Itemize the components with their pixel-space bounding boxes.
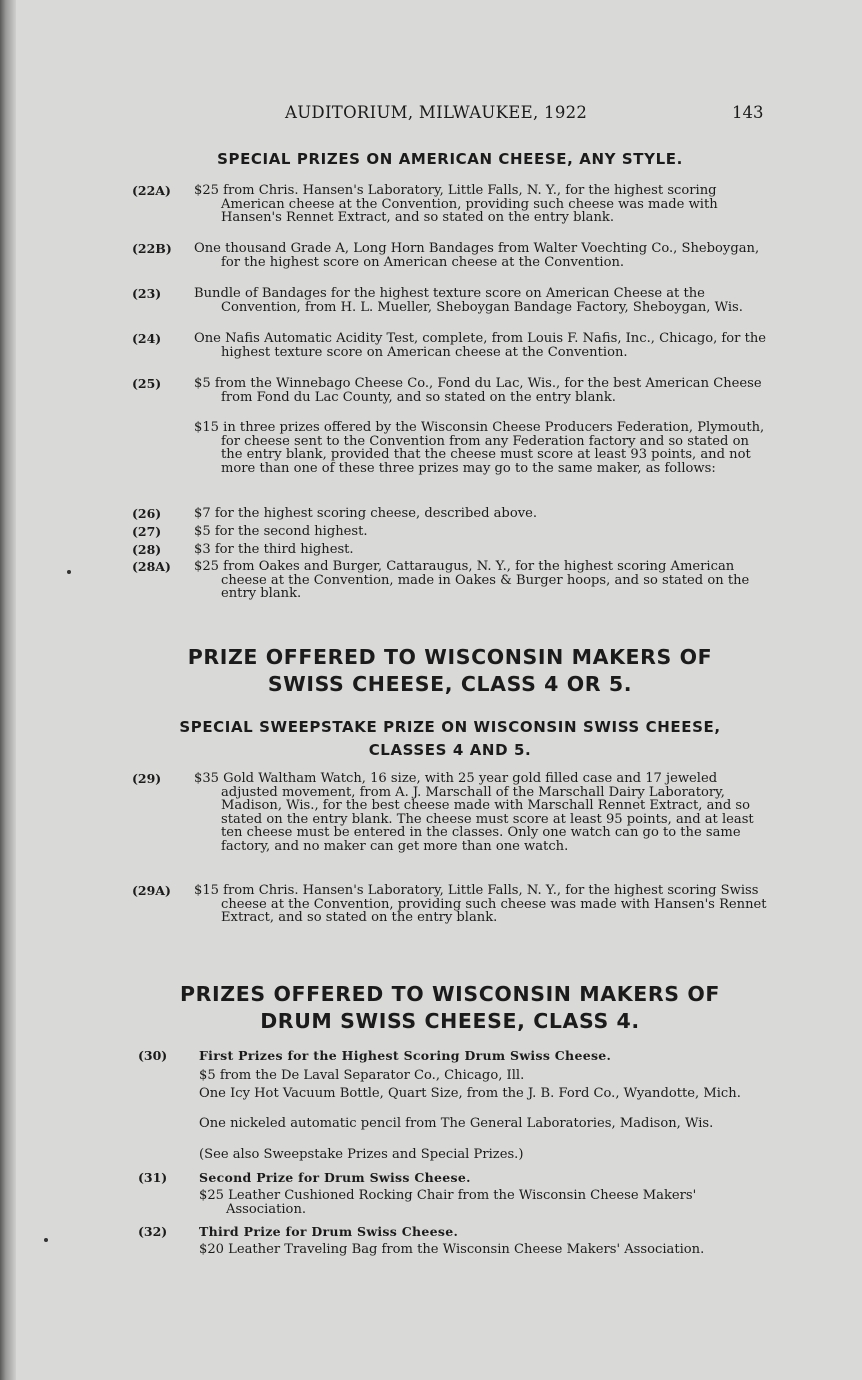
entry-lead: Third Prize for Drum Swiss Cheese. bbox=[199, 1224, 459, 1239]
heading-line: PRIZES OFFERED TO WISCONSIN MAKERS OF bbox=[180, 982, 720, 1006]
entry-text: One Icy Hot Vacuum Bottle, Quart Size, from the J. B. Ford Co., Wyandotte, Mich. bbox=[199, 1086, 741, 1101]
prize-item bbox=[132, 1243, 772, 1257]
entry-number: (22B) bbox=[132, 241, 172, 256]
subheading-sweepstake bbox=[130, 716, 770, 762]
prize-entry-federation bbox=[132, 421, 772, 475]
entry-text: $15 from Chris. Hansen's Laboratory, Little Falls, N. Y., for the highest scoring Swiss cheese at the Convention, providing such cheese was made with Hansen's Rennet Extract, and so stated on the entry blank. bbox=[194, 883, 767, 925]
entry-text: $25 from Oakes and Burger, Cattaraugus, N. Y., for the highest scoring American cheese at the Convention, made in Oakes & Burger hoops, and so stated on the entry blank. bbox=[194, 559, 750, 601]
heading-line: PRIZE OFFERED TO WISCONSIN MAKERS OF bbox=[187, 645, 713, 669]
prize-item bbox=[132, 1117, 772, 1131]
entry-text: $25 from Chris. Hansen's Laboratory, Little Falls, N. Y., for the highest scoring American cheese at the Convention, providing such cheese was made with Hansen's Rennet Extract, and so stated on the entry blank. bbox=[194, 183, 718, 225]
entry-text: $3 for the third highest. bbox=[194, 542, 354, 557]
entry-number: (26) bbox=[132, 506, 162, 521]
entry-number: (22A) bbox=[132, 183, 171, 198]
prize-entry-22b bbox=[132, 242, 772, 269]
section-heading-drum-swiss bbox=[130, 981, 770, 1035]
prize-entry-22a bbox=[132, 184, 772, 225]
entry-text: One thousand Grade A, Long Horn Bandages from Walter Voechting Co., Sheboygan, for the highest score on American cheese at the Convention. bbox=[194, 241, 760, 270]
prize-entry-32 bbox=[132, 1225, 772, 1239]
subheading-line: CLASSES 4 AND 5. bbox=[368, 741, 532, 759]
entry-number: (30) bbox=[138, 1048, 168, 1063]
prize-entry-24 bbox=[132, 332, 772, 359]
prize-entry-29a bbox=[132, 884, 772, 925]
subheading-line: SPECIAL SWEEPSTAKE PRIZE ON WISCONSIN SWISS CHEESE, bbox=[179, 718, 721, 736]
heading-line: DRUM SWISS CHEESE, CLASS 4. bbox=[260, 1009, 640, 1033]
prize-item bbox=[132, 1148, 772, 1162]
entry-number: (28) bbox=[132, 542, 162, 557]
prize-item bbox=[132, 1189, 772, 1216]
prize-entry-27 bbox=[132, 525, 772, 539]
page-header bbox=[0, 103, 862, 127]
print-speck bbox=[44, 1238, 48, 1242]
entry-text: Bundle of Bandages for the highest texture score on American Cheese at the Convention, from H. L. Mueller, Sheboygan Bandage Factory, Sheboygan, Wis. bbox=[194, 286, 743, 315]
entry-number: (28A) bbox=[132, 559, 171, 574]
prize-item bbox=[132, 1087, 772, 1101]
entry-number: (32) bbox=[138, 1224, 168, 1239]
prize-entry-29 bbox=[132, 772, 772, 853]
entry-number: (23) bbox=[132, 286, 162, 301]
prize-entry-23 bbox=[132, 287, 772, 314]
entry-text: $15 in three prizes offered by the Wisconsin Cheese Producers Federation, Plymouth, for cheese sent to the Convention from any Federation factory and so stated on the entry blank, provided that the cheese must score at least 93 points, and not more than one of these three prizes may go to the same maker, as follows: bbox=[194, 420, 765, 476]
page-binding-edge bbox=[0, 0, 16, 1380]
entry-lead: Second Prize for Drum Swiss Cheese. bbox=[199, 1170, 471, 1185]
print-speck bbox=[67, 570, 71, 574]
prize-entry-31 bbox=[132, 1171, 772, 1185]
entry-number: (29A) bbox=[132, 883, 171, 898]
page-number: 143 bbox=[732, 103, 764, 122]
section-heading-swiss-cheese bbox=[130, 644, 770, 698]
section-heading-american-cheese: SPECIAL PRIZES ON AMERICAN CHEESE, ANY STYLE. bbox=[217, 150, 683, 168]
entry-number: (27) bbox=[132, 524, 162, 539]
heading-line: SWISS CHEESE, CLASS 4 OR 5. bbox=[267, 672, 633, 696]
running-title: AUDITORIUM, MILWAUKEE, 1922 bbox=[285, 103, 588, 122]
prize-entry-26 bbox=[132, 507, 772, 521]
entry-text: $20 Leather Traveling Bag from the Wisconsin Cheese Makers' Association. bbox=[199, 1242, 705, 1257]
prize-entry-30 bbox=[132, 1049, 772, 1063]
entry-text: $7 for the highest scoring cheese, described above. bbox=[194, 506, 538, 521]
entry-text: One Nafis Automatic Acidity Test, complete, from Louis F. Nafis, Inc., Chicago, for the highest texture score on American cheese at the Convention. bbox=[194, 331, 767, 360]
entry-number: (29) bbox=[132, 771, 162, 786]
entry-number: (24) bbox=[132, 331, 162, 346]
entry-text: $35 Gold Waltham Watch, 16 size, with 25 year gold filled case and 17 jeweled adjusted movement, from A. J. Marschall of the Marschall Dairy Laboratory, Madison, Wis., for the best cheese made with Marschall Rennet Extract, and so stated on the entry blank. The cheese must score at least 95 points, and at least ten cheese must be entered in the classes. Only one watch can go to the same factory, and no maker can get more than one watch. bbox=[194, 771, 754, 854]
prize-item bbox=[132, 1069, 772, 1083]
entry-number: (31) bbox=[138, 1170, 168, 1185]
prize-entry-28a bbox=[132, 560, 772, 601]
entry-text: One nickeled automatic pencil from The General Laboratories, Madison, Wis. bbox=[199, 1116, 714, 1131]
entry-number: (25) bbox=[132, 376, 162, 391]
entry-text: $5 from the Winnebago Cheese Co., Fond du Lac, Wis., for the best American Cheese from Fond du Lac County, and so stated on the entry blank. bbox=[194, 376, 762, 405]
entry-text: (See also Sweepstake Prizes and Special Prizes.) bbox=[199, 1147, 524, 1162]
entry-text: $25 Leather Cushioned Rocking Chair from the Wisconsin Cheese Makers' Association. bbox=[199, 1188, 697, 1217]
entry-text: $5 from the De Laval Separator Co., Chicago, Ill. bbox=[199, 1068, 525, 1083]
prize-entry-25 bbox=[132, 377, 772, 404]
prize-entry-28 bbox=[132, 543, 772, 557]
entry-lead: First Prizes for the Highest Scoring Drum Swiss Cheese. bbox=[199, 1048, 612, 1063]
entry-text: $5 for the second highest. bbox=[194, 524, 368, 539]
